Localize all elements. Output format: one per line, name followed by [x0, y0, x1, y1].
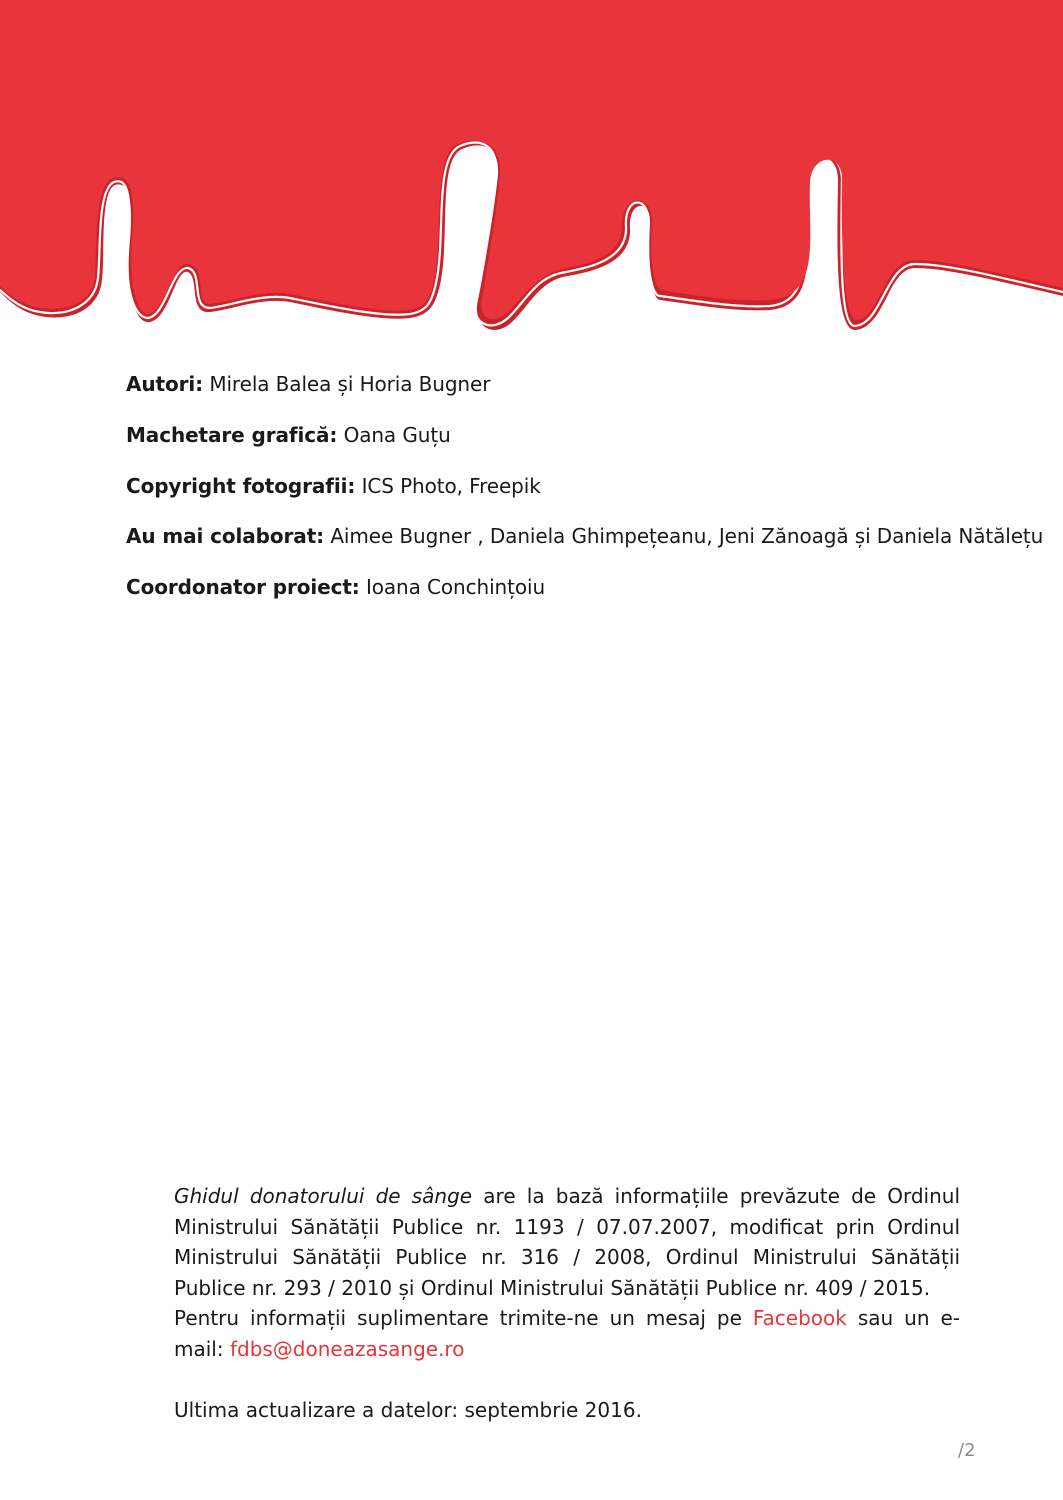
contact-text-email: sau un e-mail: — [174, 1306, 961, 1361]
credit-value: Ioana Conchințoiu — [365, 575, 546, 600]
credit-layout — [126, 421, 1046, 449]
legal-basis-text: are la bază informațiile prevăzute de Ordinul Ministrului Sănătății Publice nr. 1193 / 07.07.2007, modificat prin Ordinul Ministrului Sănătății Publice nr. 316 / 2008, Ordinul Ministrului Sănătății Publice nr. 293 / 2010 și Ordinul Ministrului Sănătății Publice nr. 409 / 2015. — [174, 1184, 961, 1300]
spacer — [174, 1365, 960, 1395]
credits-section — [126, 370, 1046, 624]
facebook-link[interactable]: Facebook — [752, 1306, 847, 1331]
blood-drip-header — [0, 0, 1063, 345]
credit-value: Mirela Balea și Horia Bugner — [209, 372, 491, 396]
credit-authors — [126, 370, 1046, 398]
credit-label: Autori: — [126, 372, 204, 396]
credit-value: Oana Guțu — [343, 422, 451, 447]
email-link[interactable]: fdbs@doneazasange.ro — [229, 1336, 465, 1361]
credit-label: Coordonator proiect: — [126, 575, 360, 600]
contact-paragraph — [174, 1303, 960, 1364]
credit-collaborators — [126, 522, 1046, 550]
credit-value: Aimee Bugner , Daniela Ghimpețeanu, Jeni Zănoagă și Daniela Nătălețu — [330, 524, 1044, 549]
legal-note-paragraph — [174, 1181, 960, 1303]
credit-label: Machetare grafică: — [126, 422, 338, 447]
contact-text: Pentru informații suplimentare trimite-ne un mesaj pe — [174, 1306, 742, 1331]
guide-title: Ghidul donatorului de sânge — [174, 1184, 473, 1208]
page-number: /2 — [958, 1440, 976, 1461]
credit-value: ICS Photo, Freepik — [361, 473, 541, 498]
credit-label: Copyright fotografii: — [126, 473, 356, 498]
credit-label: Au mai colaborat: — [126, 524, 325, 549]
credit-coordinator — [126, 573, 1046, 601]
last-update: Ultima actualizare a datelor: septembrie 2016. — [174, 1397, 642, 1422]
credit-photos — [126, 472, 1046, 500]
legal-note — [174, 1181, 960, 1425]
